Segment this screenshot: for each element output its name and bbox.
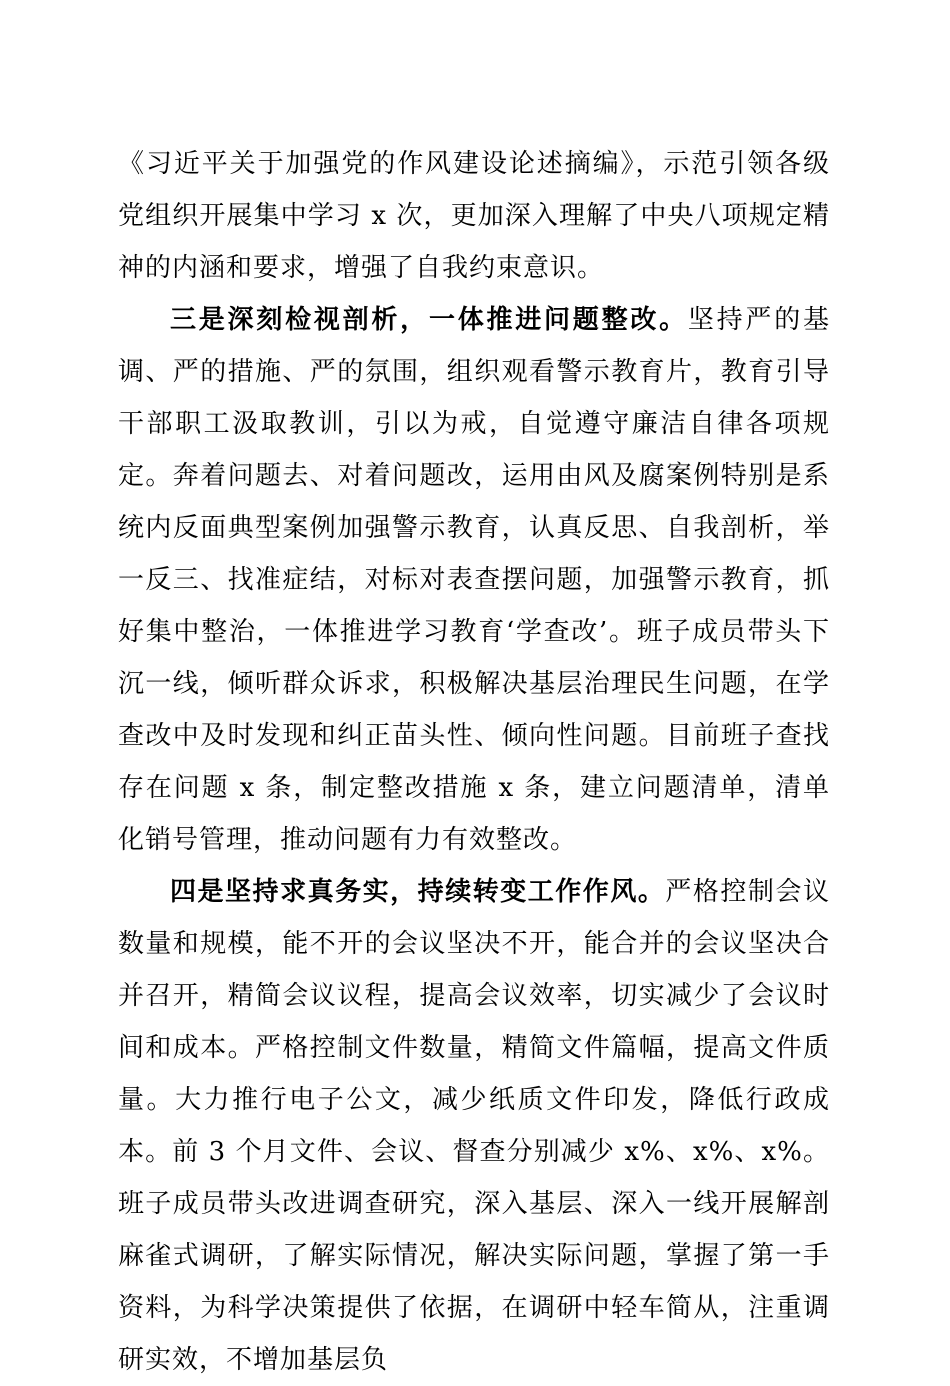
paragraph-lead-heading: 四是坚持求真务实，持续转变工作作风。 bbox=[170, 877, 666, 907]
paragraph-four bbox=[118, 866, 830, 1386]
paragraph-text: 《习近平关于加强党的作风建设论述摘编》，示范引领各级党组织开展集中学习 x 次，更加深入理解了中央八项规定精神的内涵和要求，增强了自我约束意识。 bbox=[118, 149, 830, 283]
paragraph-text: 坚持严的基调、严的措施、严的氛围，组织观看警示教育片，教育引导干部职工汲取教训，引以为戒，自觉遵守廉洁自律各项规定。奔着问题去、对着问题改，运用由风及腐案例特别是系统内反面典型案例加强警示教育，认真反思、自我剖析，举一反三、找准症结，对标对表查摆问题，加强警示教育，抓好集中整治，一体推进学习教育‘学查改’。班子成员带头下沉一线，倾听群众诉求，积极解决基层治理民生问题，在学查改中及时发现和纠正苗头性、倾向性问题。目前班子查找存在问题 x 条，制定整改措施 x 条，建立问题清单，清单化销号管理，推动问题有力有效整改。 bbox=[118, 305, 830, 855]
paragraph-lead-heading: 三是深刻检视剖析，一体推进问题整改。 bbox=[170, 305, 688, 335]
paragraph-text: 严格控制会议数量和规模，能不开的会议坚决不开，能合并的会议坚决合并召开，精简会议议程，提高会议效率，切实减少了会议时间和成本。严格控制文件数量，精简文件篇幅，提高文件质量。大力推行电子公文，减少纸质文件印发，降低行政成本。前 3 个月文件、会议、督查分别减少 x%、x%、x%。班子成员带头改进调查研究，深入基层、深入一线开展解剖麻雀式调研，了解实际情况，解决实际问题，掌握了第一手资料，为科学决策提供了依据，在调研中轻车简从，注重调研实效，不增加基层负 bbox=[118, 877, 830, 1375]
paragraph-three bbox=[118, 294, 830, 866]
paragraph-continued bbox=[118, 138, 830, 294]
document-body bbox=[118, 138, 830, 1386]
